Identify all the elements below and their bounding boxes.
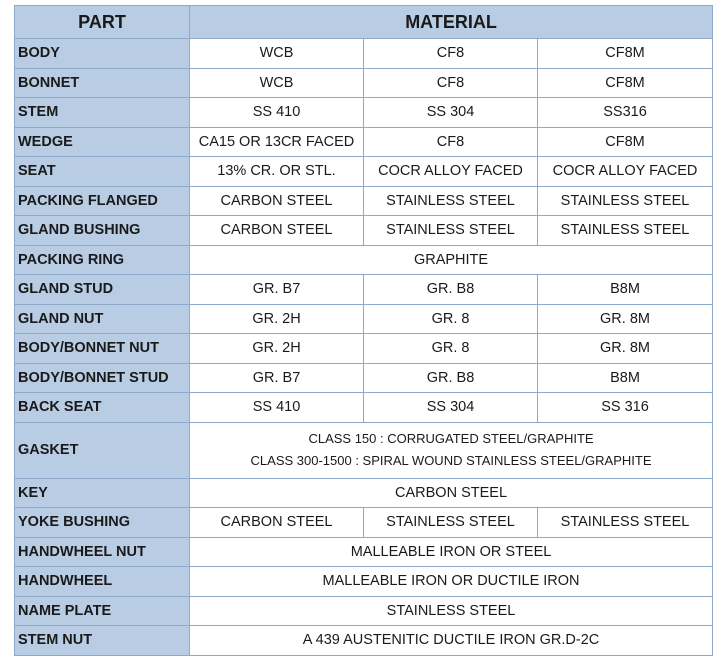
material-cell: STAINLESS STEEL — [190, 596, 713, 626]
material-cell: CF8 — [364, 127, 538, 157]
part-header: PART — [15, 6, 190, 39]
material-cell: B8M — [538, 275, 713, 305]
table-row — [15, 68, 713, 98]
table-row — [15, 186, 713, 216]
material-line: CLASS 150 : CORRUGATED STEEL/GRAPHITE — [308, 431, 594, 446]
part-name: BODY — [15, 39, 190, 69]
table-body — [15, 39, 713, 656]
part-name: WEDGE — [15, 127, 190, 157]
material-cell: STAINLESS STEEL — [364, 216, 538, 246]
material-cell: COCR ALLOY FACED — [364, 157, 538, 187]
table-row — [15, 245, 713, 275]
material-cell: STAINLESS STEEL — [364, 508, 538, 538]
header-row — [15, 6, 713, 39]
part-name: GLAND NUT — [15, 304, 190, 334]
material-cell: CF8 — [364, 68, 538, 98]
material-cell: GR. B8 — [364, 275, 538, 305]
material-cell: CF8 — [364, 39, 538, 69]
material-cell: MALLEABLE IRON OR DUCTILE IRON — [190, 567, 713, 597]
material-cell: GR. 8M — [538, 304, 713, 334]
table-row — [15, 393, 713, 423]
table-row — [15, 626, 713, 656]
material-cell: 13% CR. OR STL. — [190, 157, 364, 187]
material-cell: B8M — [538, 363, 713, 393]
material-cell: CF8M — [538, 68, 713, 98]
part-name: BODY/BONNET NUT — [15, 334, 190, 364]
material-cell: CARBON STEEL — [190, 186, 364, 216]
material-cell: WCB — [190, 68, 364, 98]
part-name: PACKING RING — [15, 245, 190, 275]
table-row — [15, 39, 713, 69]
part-name: BONNET — [15, 68, 190, 98]
material-cell: GR. B7 — [190, 363, 364, 393]
material-cell: CARBON STEEL — [190, 508, 364, 538]
table-row — [15, 508, 713, 538]
table-row — [15, 304, 713, 334]
material-cell: COCR ALLOY FACED — [538, 157, 713, 187]
material-cell — [190, 422, 713, 478]
material-cell: CARBON STEEL — [190, 216, 364, 246]
material-cell: GR. 8 — [364, 334, 538, 364]
material-cell: WCB — [190, 39, 364, 69]
part-name: BACK SEAT — [15, 393, 190, 423]
material-line: CLASS 300-1500 : SPIRAL WOUND STAINLESS STEEL/GRAPHITE — [250, 453, 652, 468]
table-row — [15, 537, 713, 567]
material-cell: GR. 8M — [538, 334, 713, 364]
material-cell: SS 304 — [364, 98, 538, 128]
material-cell: SS316 — [538, 98, 713, 128]
table-row — [15, 567, 713, 597]
table-row — [15, 478, 713, 508]
material-cell: CA15 OR 13CR FACED — [190, 127, 364, 157]
material-cell: SS 316 — [538, 393, 713, 423]
part-name: HANDWHEEL NUT — [15, 537, 190, 567]
part-name: STEM — [15, 98, 190, 128]
table-row — [15, 157, 713, 187]
part-name: BODY/BONNET STUD — [15, 363, 190, 393]
material-cell: SS 410 — [190, 393, 364, 423]
material-cell: SS 410 — [190, 98, 364, 128]
part-name: GASKET — [15, 422, 190, 478]
part-name: KEY — [15, 478, 190, 508]
material-cell: CF8M — [538, 39, 713, 69]
material-cell: GRAPHITE — [190, 245, 713, 275]
material-cell: GR. B8 — [364, 363, 538, 393]
part-name: GLAND STUD — [15, 275, 190, 305]
material-header: MATERIAL — [190, 6, 713, 39]
table-row — [15, 216, 713, 246]
table-row — [15, 127, 713, 157]
material-cell: SS 304 — [364, 393, 538, 423]
material-cell: A 439 AUSTENITIC DUCTILE IRON GR.D-2C — [190, 626, 713, 656]
part-name: YOKE BUSHING — [15, 508, 190, 538]
material-cell: STAINLESS STEEL — [538, 508, 713, 538]
table-row — [15, 334, 713, 364]
material-cell: CARBON STEEL — [190, 478, 713, 508]
material-cell: STAINLESS STEEL — [538, 216, 713, 246]
part-name: STEM NUT — [15, 626, 190, 656]
material-cell: CF8M — [538, 127, 713, 157]
material-cell: GR. 2H — [190, 304, 364, 334]
part-name: SEAT — [15, 157, 190, 187]
part-name: GLAND BUSHING — [15, 216, 190, 246]
table-row — [15, 422, 713, 478]
material-cell: STAINLESS STEEL — [364, 186, 538, 216]
table-row — [15, 363, 713, 393]
part-name: PACKING FLANGED — [15, 186, 190, 216]
table-row — [15, 596, 713, 626]
materials-table — [14, 5, 713, 656]
part-name: NAME PLATE — [15, 596, 190, 626]
material-cell: GR. 2H — [190, 334, 364, 364]
material-cell: MALLEABLE IRON OR STEEL — [190, 537, 713, 567]
table-row — [15, 98, 713, 128]
table-row — [15, 275, 713, 305]
material-cell: STAINLESS STEEL — [538, 186, 713, 216]
material-cell: GR. B7 — [190, 275, 364, 305]
part-name: HANDWHEEL — [15, 567, 190, 597]
material-cell: GR. 8 — [364, 304, 538, 334]
